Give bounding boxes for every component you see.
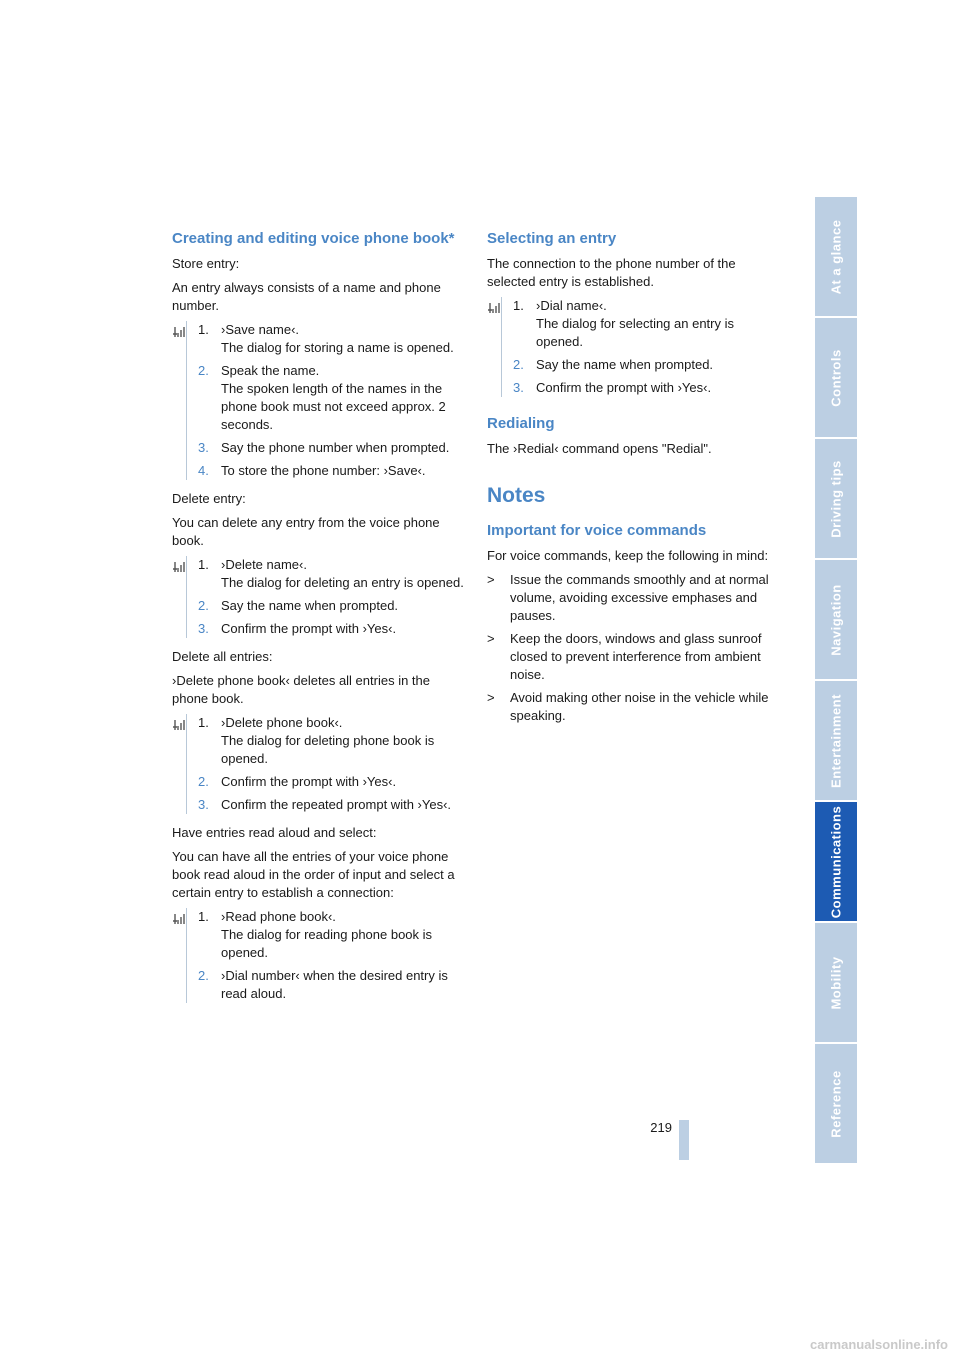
step-item (198, 773, 465, 791)
tab-label: At a glance (828, 219, 844, 294)
step-number: 4. (198, 463, 209, 478)
step-number: 1. (198, 322, 209, 337)
voice-command-icon (487, 301, 501, 315)
step-line: Confirm the prompt with ›Yes‹. (536, 380, 712, 395)
tab-label: Driving tips (828, 459, 844, 538)
step-item (198, 439, 465, 457)
step-number: 3. (198, 440, 209, 455)
delete-entry-description: You can delete any entry from the voice phone book. (172, 515, 440, 548)
tab-entertainment[interactable] (815, 681, 857, 800)
delete-all-steps (172, 714, 465, 814)
step-line: Confirm the prompt with ›Yes‹. (221, 774, 397, 789)
section-heading-voice-phone-book: Creating and editing voice phone book* (172, 230, 455, 247)
step-item (513, 356, 780, 374)
voice-command-icon (172, 325, 186, 339)
store-entry-label: Store entry: (172, 256, 240, 271)
step-number: 2. (198, 363, 209, 378)
tab-label: Controls (828, 348, 844, 407)
step-text (536, 379, 780, 397)
tab-at-a-glance[interactable] (815, 197, 857, 316)
step-number: 2. (198, 968, 209, 983)
tab-label: Entertainment (828, 693, 844, 788)
step-item (198, 462, 465, 480)
step-item (198, 796, 465, 814)
section-heading-redialing: Redialing (487, 415, 555, 432)
step-item (198, 908, 465, 962)
select-entry-steps (487, 297, 780, 397)
step-text (221, 597, 465, 615)
read-aloud-description: You can have all the entries of your voice phone book read aloud in the order of input and select a certain entry to establish a connection: (172, 849, 455, 900)
step-item (513, 379, 780, 397)
tab-label: Communications (828, 805, 844, 918)
step-item (198, 714, 465, 768)
section-heading-important: Important for voice commands (487, 522, 707, 539)
step-number: 1. (513, 298, 524, 313)
step-line: ›Delete phone book‹. (221, 715, 343, 730)
voice-command-icon (172, 560, 186, 574)
step-text (221, 556, 465, 592)
step-number: 1. (198, 557, 209, 572)
bullet-item (487, 630, 780, 684)
tab-label: Navigation (828, 583, 844, 656)
tab-reference[interactable] (815, 1044, 857, 1163)
bullet-list (487, 571, 780, 725)
chapter-heading-notes: Notes (487, 484, 546, 507)
watermark: carmanualsonline.info (810, 1337, 948, 1352)
delete-all-description: ›Delete phone book‹ deletes all entries in the phone book. (172, 673, 430, 706)
step-line: ›Dial number‹ when the desired entry is read aloud. (221, 968, 448, 1001)
step-line: The dialog for deleting phone book is opened. (221, 733, 435, 766)
step-text (221, 439, 465, 457)
step-number: 3. (198, 621, 209, 636)
voice-command-icon (172, 718, 186, 732)
step-item (513, 297, 780, 351)
step-line: Speak the name. (221, 363, 320, 378)
step-divider (186, 321, 187, 480)
step-number: 1. (198, 715, 209, 730)
step-text (221, 967, 465, 1003)
bullet-marker: > (487, 572, 495, 587)
delete-entry-steps (172, 556, 465, 638)
step-number: 2. (198, 774, 209, 789)
bullet-marker: > (487, 631, 495, 646)
step-line: ›Delete name‹. (221, 557, 307, 572)
step-number: 3. (198, 797, 209, 812)
chapter-tab-sidebar (815, 197, 857, 1160)
step-item (198, 321, 465, 357)
step-text (221, 796, 465, 814)
step-divider (501, 297, 502, 397)
bullet-text: Keep the doors, windows and glass sunroof closed to prevent interference from ambient noise. (510, 631, 762, 682)
section-heading-selecting-entry: Selecting an entry (487, 230, 617, 247)
read-aloud-label: Have entries read aloud and select: (172, 825, 377, 840)
step-number: 2. (198, 598, 209, 613)
step-line: The dialog for reading phone book is opened. (221, 927, 433, 960)
step-line: The dialog for deleting an entry is opened. (221, 575, 464, 590)
tab-driving-tips[interactable] (815, 439, 857, 558)
step-text (221, 462, 465, 480)
step-line: To store the phone number: ›Save‹. (221, 463, 426, 478)
tab-navigation[interactable] (815, 560, 857, 679)
step-number: 2. (513, 357, 524, 372)
bullet-item (487, 689, 780, 725)
step-line: ›Save name‹. (221, 322, 300, 337)
page-number: 219 (650, 1120, 672, 1135)
right-column (487, 230, 780, 730)
bullet-item (487, 571, 780, 625)
step-line: The dialog for storing a name is opened. (221, 340, 454, 355)
step-line: ›Dial name‹. (536, 298, 607, 313)
tab-controls[interactable] (815, 318, 857, 437)
bullet-marker: > (487, 690, 495, 705)
bullet-text: Issue the commands smoothly and at normal volume, avoiding excessive emphases and pauses. (510, 572, 769, 623)
step-number: 3. (513, 380, 524, 395)
step-item (198, 620, 465, 638)
step-item (198, 556, 465, 592)
step-line: Confirm the repeated prompt with ›Yes‹. (221, 797, 452, 812)
store-entry-description: An entry always consists of a name and phone number. (172, 280, 441, 313)
step-divider (186, 908, 187, 1003)
tab-label: Reference (828, 1069, 844, 1138)
step-item (198, 597, 465, 615)
redial-description: The ›Redial‹ command opens "Redial". (487, 441, 712, 456)
tab-mobility[interactable] (815, 923, 857, 1042)
step-number: 1. (198, 909, 209, 924)
select-entry-description: The connection to the phone number of the selected entry is established. (487, 256, 736, 289)
step-line: Say the phone number when prompted. (221, 440, 450, 455)
tab-communications[interactable] (815, 802, 857, 921)
store-entry-steps (172, 321, 465, 480)
important-description: For voice commands, keep the following in mind: (487, 548, 769, 563)
step-line: Confirm the prompt with ›Yes‹. (221, 621, 397, 636)
tab-label: Mobility (828, 955, 844, 1010)
left-column (172, 230, 465, 1013)
step-line: Say the name when prompted. (221, 598, 399, 613)
delete-all-label: Delete all entries: (172, 649, 273, 664)
step-item (198, 967, 465, 1003)
step-text (221, 321, 465, 357)
bullet-text: Avoid making other noise in the vehicle while speaking. (510, 690, 769, 723)
step-text (536, 356, 780, 374)
read-aloud-steps (172, 908, 465, 1003)
delete-entry-label: Delete entry: (172, 491, 246, 506)
step-line: The dialog for selecting an entry is opened. (536, 316, 734, 349)
step-line: ›Read phone book‹. (221, 909, 336, 924)
step-divider (186, 556, 187, 638)
step-text (221, 908, 465, 962)
step-text (221, 620, 465, 638)
step-line: Say the name when prompted. (536, 357, 714, 372)
step-text (221, 714, 465, 768)
step-item (198, 362, 465, 434)
page-marker (679, 1120, 689, 1160)
step-divider (186, 714, 187, 814)
step-text (536, 297, 780, 351)
step-text (221, 362, 465, 434)
step-line: The spoken length of the names in the phone book must not exceed approx. 2 seconds. (221, 381, 446, 432)
step-text (221, 773, 465, 791)
voice-command-icon (172, 912, 186, 926)
